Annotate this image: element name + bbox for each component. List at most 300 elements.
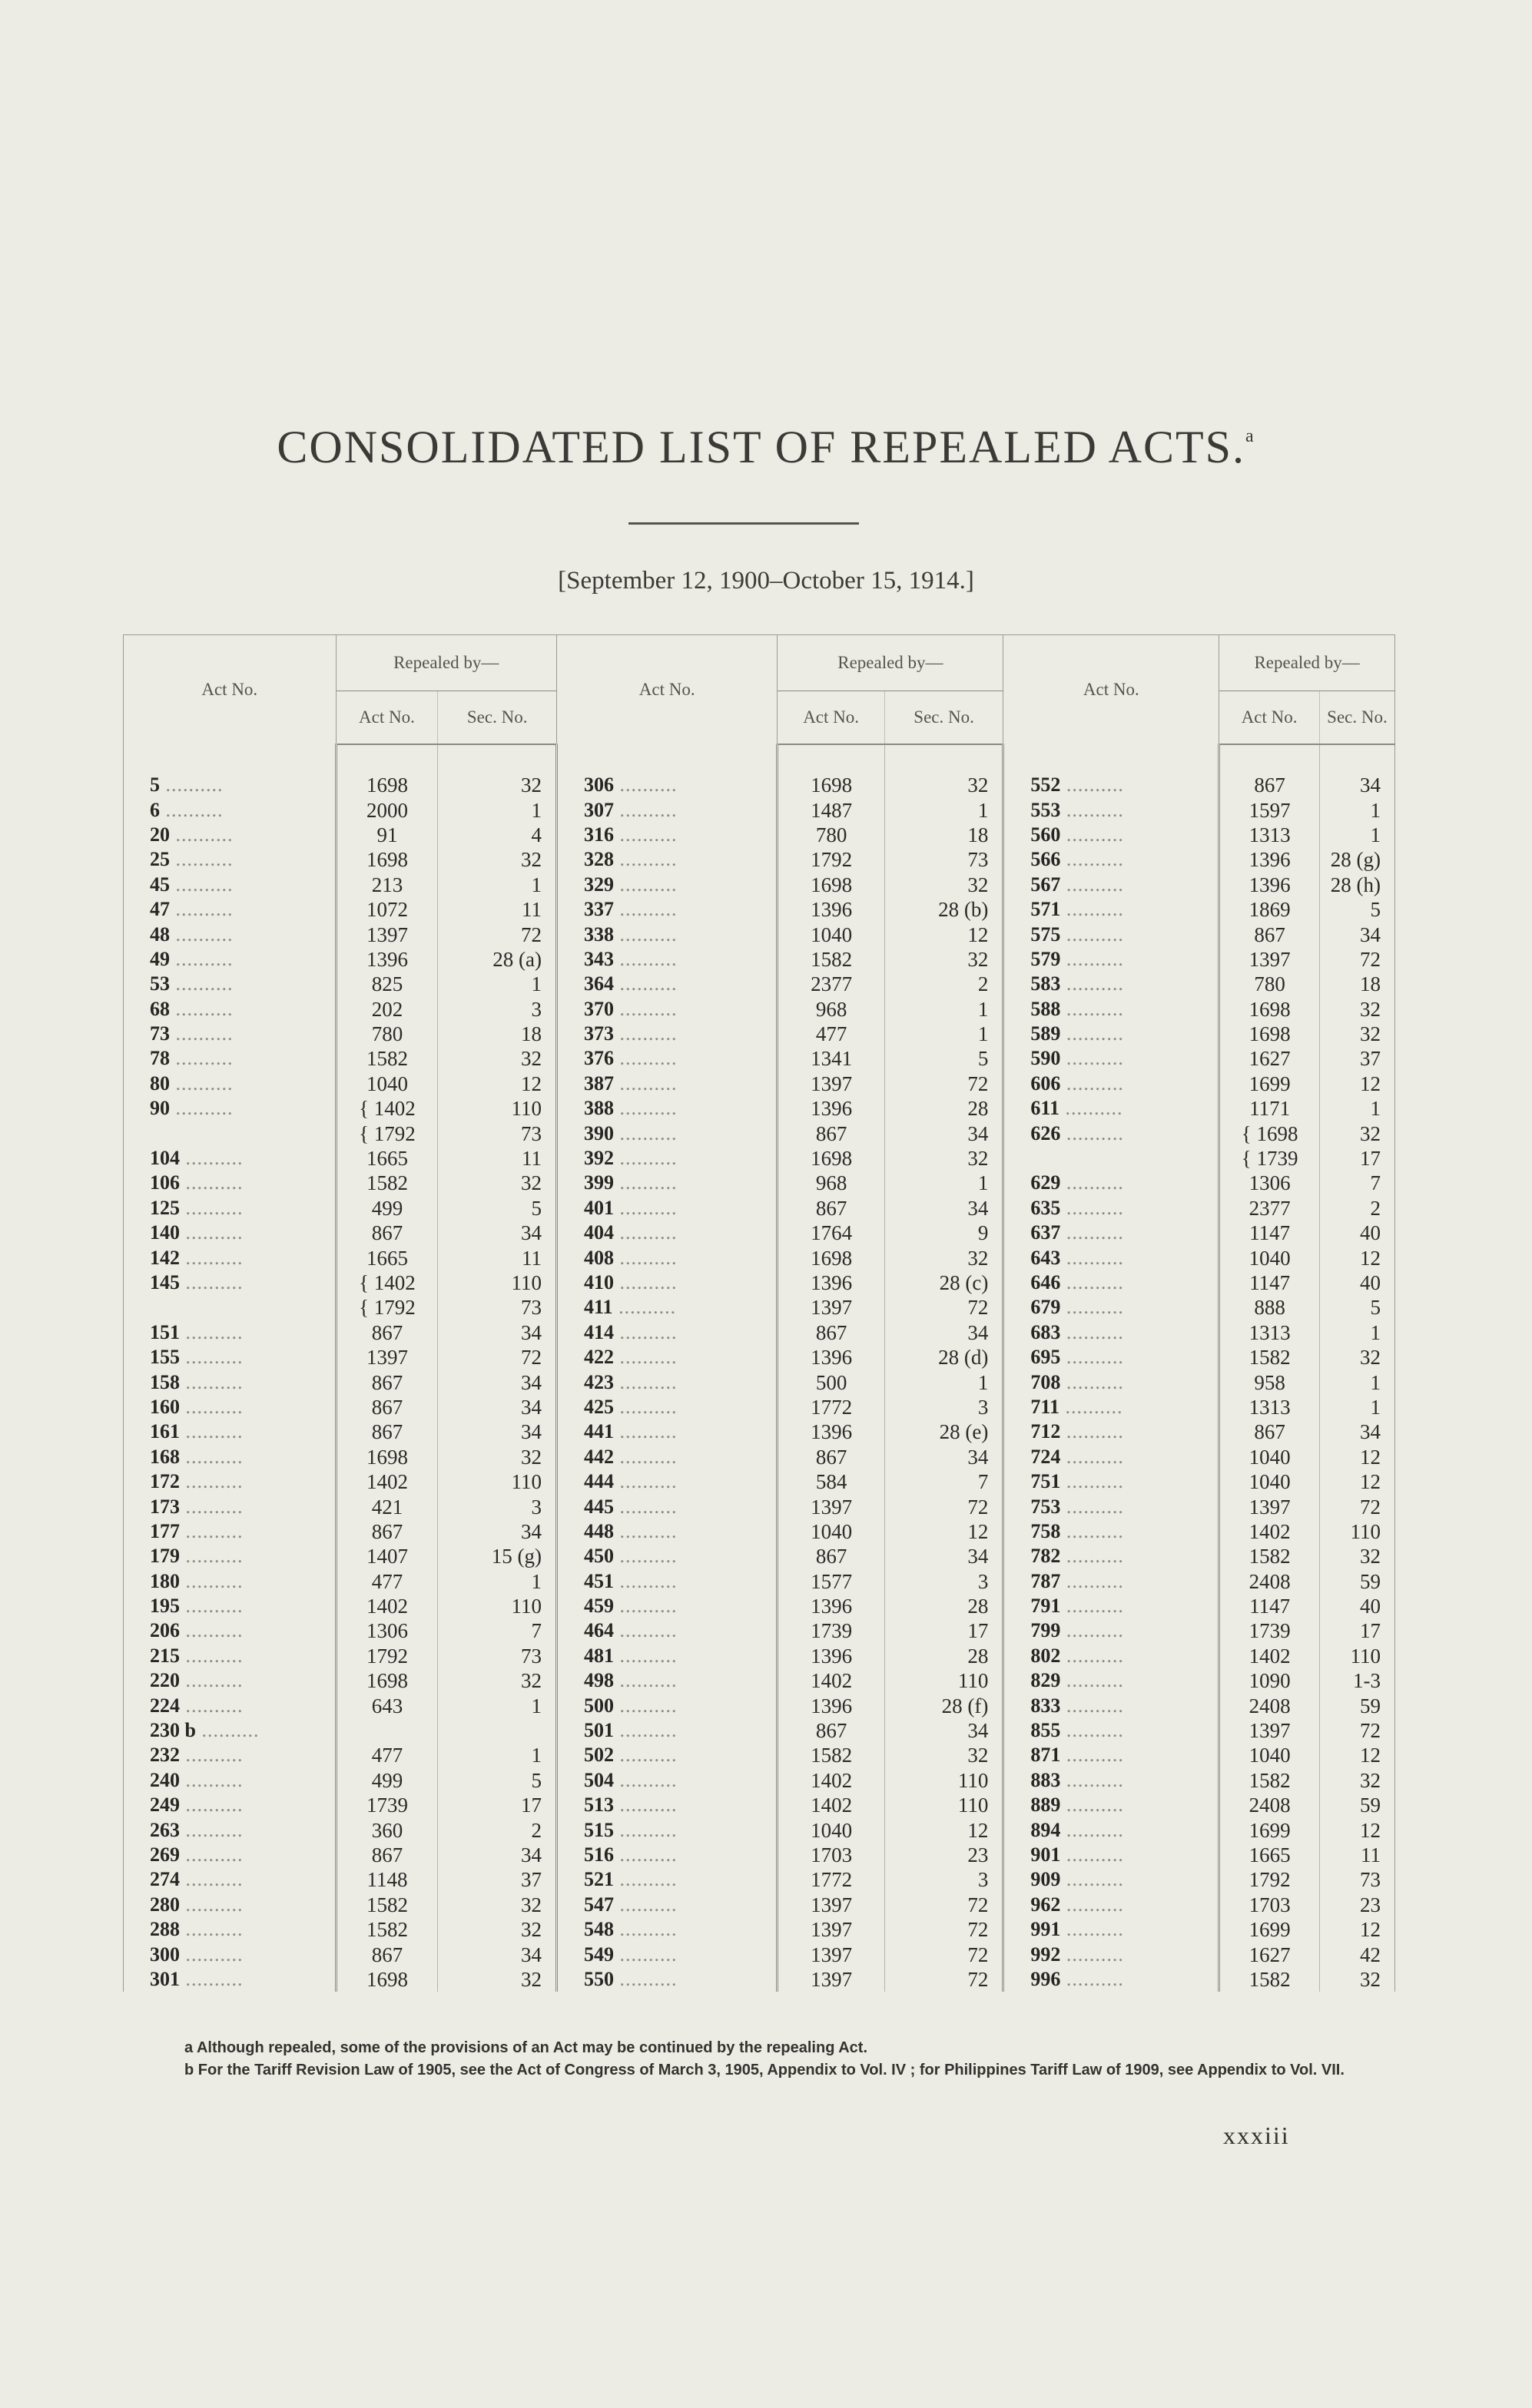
leader-dots: .......... — [180, 1744, 244, 1767]
section-number: 12 — [1319, 1445, 1394, 1469]
act-number-cell — [1003, 823, 1219, 847]
header-row-1 — [124, 635, 1395, 691]
section-number: 34 — [438, 1843, 557, 1867]
section-number: 18 — [1319, 972, 1394, 996]
act-number-cell — [124, 997, 337, 1022]
act-number: 643 — [1030, 1246, 1061, 1269]
section-number: 73 — [438, 1121, 557, 1145]
leader-dots: .......... — [613, 1196, 678, 1219]
repealing-act-number: 1402 — [1219, 1519, 1320, 1544]
act-number: 646 — [1030, 1271, 1061, 1293]
table-row — [124, 1469, 1395, 1494]
section-number: 12 — [1319, 1917, 1394, 1942]
act-number: 679 — [1030, 1296, 1061, 1319]
act-number-cell — [124, 1221, 337, 1245]
leader-dots: .......... — [170, 997, 234, 1020]
section-number: 1 — [1319, 823, 1394, 847]
act-number-cell — [124, 972, 337, 996]
act-number: 45 — [150, 873, 170, 896]
act-number: 451 — [583, 1569, 614, 1592]
repealing-act-number: 360 — [336, 1817, 438, 1842]
header-repealed-by-2: Repealed by— — [778, 635, 1003, 691]
section-number: 72 — [884, 1295, 1003, 1320]
repealing-act-number: 1402 — [778, 1793, 884, 1817]
repealing-act-number: 867 — [336, 1519, 438, 1544]
repealing-act-number: 1772 — [778, 1395, 884, 1419]
act-number-cell — [1003, 972, 1219, 996]
section-number: 28 — [884, 1594, 1003, 1618]
act-number-cell — [1003, 1320, 1219, 1345]
act-number-cell — [124, 1022, 337, 1046]
repealing-act-number: 2377 — [1219, 1196, 1320, 1221]
leader-dots: .......... — [180, 1495, 244, 1518]
leader-dots: .......... — [1060, 873, 1124, 896]
repealing-act-number: 1402 — [336, 1594, 438, 1618]
repealing-act-number: 1627 — [1219, 1046, 1320, 1071]
act-number-cell — [1003, 1618, 1219, 1643]
section-number: 2 — [438, 1817, 557, 1842]
act-number: 399 — [583, 1171, 614, 1194]
repealing-act-number: 1739 — [778, 1618, 884, 1643]
table-row — [124, 1893, 1395, 1917]
act-number-cell — [124, 1768, 337, 1793]
repealing-act-number: 1699 — [1219, 1072, 1320, 1096]
act-number: 871 — [1030, 1744, 1061, 1767]
leader-dots: .......... — [613, 1868, 678, 1891]
section-number: 72 — [884, 1494, 1003, 1519]
act-number-cell — [124, 1121, 337, 1145]
act-number-cell — [556, 1370, 777, 1394]
act-number-cell — [1003, 1569, 1219, 1594]
repealing-act-number: 1665 — [336, 1146, 438, 1171]
leader-dots: .......... — [613, 947, 678, 970]
repealing-act-number: 477 — [778, 1022, 884, 1046]
leader-dots: .......... — [613, 898, 678, 921]
leader-dots: .......... — [1060, 1246, 1124, 1269]
act-number: 20 — [150, 823, 170, 846]
act-number: 90 — [150, 1097, 170, 1120]
act-number-cell — [556, 1469, 777, 1494]
repealing-act-number: 1582 — [778, 947, 884, 972]
act-number-cell — [556, 1245, 777, 1270]
section-number: 32 — [1319, 1022, 1394, 1046]
section-number: 1 — [884, 1022, 1003, 1046]
repealing-act-number: 968 — [778, 1171, 884, 1195]
repealing-act-number: 1147 — [1219, 1270, 1320, 1295]
repealing-act-number: 1698 — [778, 1245, 884, 1270]
repealing-act-number: 2377 — [778, 972, 884, 996]
leader-dots: .......... — [1060, 1072, 1124, 1095]
leader-dots: .......... — [1060, 1768, 1124, 1791]
act-number: 500 — [583, 1694, 614, 1717]
act-number-cell — [1003, 1544, 1219, 1568]
repealing-act-number: 2408 — [1219, 1793, 1320, 1817]
act-number-cell — [124, 947, 337, 972]
leader-dots: .......... — [170, 922, 234, 946]
act-number: 751 — [1030, 1470, 1061, 1493]
section-number: 32 — [1319, 1544, 1394, 1568]
leader-dots: .......... — [180, 1644, 244, 1667]
leader-dots: .......... — [180, 1768, 244, 1791]
leader-dots: .......... — [180, 1619, 244, 1642]
leader-dots: .......... — [180, 1445, 244, 1468]
act-number: 515 — [583, 1818, 614, 1841]
act-number-cell — [556, 1718, 777, 1743]
section-number: 110 — [438, 1270, 557, 1295]
table-row — [124, 1544, 1395, 1568]
act-number-cell — [124, 1644, 337, 1668]
act-number: 442 — [583, 1445, 614, 1468]
repealing-act-number: 1396 — [336, 947, 438, 972]
act-number: 408 — [583, 1246, 614, 1269]
leader-dots: .......... — [613, 848, 678, 871]
section-number: 72 — [884, 1072, 1003, 1096]
section-number: 34 — [884, 1121, 1003, 1145]
act-number: 401 — [583, 1196, 614, 1219]
section-number: 32 — [884, 773, 1003, 797]
leader-dots: .......... — [1060, 947, 1124, 970]
date-range-subtitle: [September 12, 1900–October 15, 1914.] — [558, 567, 974, 595]
section-number: 110 — [884, 1793, 1003, 1817]
act-number: 300 — [150, 1943, 180, 1966]
section-number: 28 (g) — [1319, 847, 1394, 872]
table-row — [124, 1146, 1395, 1171]
repealing-act-number: 867 — [336, 1320, 438, 1345]
repealing-act-number: 477 — [336, 1569, 438, 1594]
repealing-act-number: 1040 — [778, 922, 884, 946]
act-number: 68 — [150, 997, 170, 1020]
act-number-cell — [124, 1817, 337, 1842]
section-number: 5 — [1319, 897, 1394, 922]
leader-dots: .......... — [1060, 1669, 1124, 1692]
act-number-cell — [1003, 1072, 1219, 1096]
section-number: 59 — [1319, 1693, 1394, 1717]
header-repealed-by-3: Repealed by— — [1219, 635, 1395, 691]
leader-dots: .......... — [613, 1072, 678, 1095]
section-number: 1 — [1319, 1395, 1394, 1419]
repealing-act-number: 958 — [1219, 1370, 1320, 1394]
section-number: 72 — [438, 922, 557, 946]
header-sub-act-no-1: Act No. — [336, 691, 438, 745]
act-number: 48 — [150, 922, 170, 946]
act-number-cell — [124, 1345, 337, 1370]
section-number: 32 — [1319, 1121, 1394, 1145]
act-number: 387 — [583, 1072, 614, 1095]
section-number: 59 — [1319, 1569, 1394, 1594]
section-number: 73 — [1319, 1867, 1394, 1892]
act-number: 410 — [583, 1271, 614, 1293]
table-row — [124, 1445, 1395, 1469]
act-number: 683 — [1030, 1320, 1061, 1343]
repealing-act-number: 1597 — [1219, 797, 1320, 822]
leader-dots: .......... — [1059, 1097, 1123, 1120]
act-number: 423 — [583, 1370, 614, 1393]
header-sec-no-3: Sec. No. — [1319, 691, 1394, 745]
act-number-cell — [1003, 1121, 1219, 1145]
repealing-act-number: 499 — [336, 1196, 438, 1221]
act-number-cell — [124, 1718, 337, 1743]
act-number-cell — [556, 1494, 777, 1519]
table-row — [124, 1668, 1395, 1693]
section-number: 72 — [1319, 1494, 1394, 1519]
section-number: 34 — [438, 1320, 557, 1345]
act-number-cell — [124, 1668, 337, 1693]
leader-dots: .......... — [180, 1967, 244, 1990]
act-number-cell — [124, 1270, 337, 1295]
section-number: 32 — [1319, 1345, 1394, 1370]
act-number-cell — [556, 1569, 777, 1594]
table-row — [124, 1046, 1395, 1071]
section-number: 11 — [438, 897, 557, 922]
section-number: 3 — [884, 1395, 1003, 1419]
leader-dots: .......... — [613, 1047, 678, 1070]
act-number: 695 — [1030, 1346, 1061, 1369]
section-number: 1 — [884, 797, 1003, 822]
section-number: 34 — [884, 1718, 1003, 1743]
repealing-act-number: 1397 — [336, 922, 438, 946]
repealing-act-number: 1147 — [1219, 1221, 1320, 1245]
repealing-act-number: 2408 — [1219, 1693, 1320, 1717]
act-number-cell — [124, 1245, 337, 1270]
act-number: 991 — [1030, 1918, 1061, 1941]
act-number-cell — [1003, 897, 1219, 922]
act-number: 269 — [150, 1843, 180, 1866]
section-number: 12 — [1319, 1817, 1394, 1842]
act-number-cell — [556, 997, 777, 1022]
act-number: 160 — [150, 1395, 180, 1418]
page-title — [0, 421, 1532, 474]
repealing-act-number: 867 — [336, 1843, 438, 1867]
section-number: 42 — [1319, 1942, 1394, 1966]
repealing-act-number: 584 — [778, 1469, 884, 1494]
act-number-cell — [556, 1644, 777, 1668]
leader-dots: .......... — [1060, 1296, 1124, 1319]
act-number-cell — [556, 1967, 777, 1992]
act-number: 549 — [583, 1943, 614, 1966]
section-number: 32 — [884, 1146, 1003, 1171]
repealing-act-number: 1313 — [1219, 823, 1320, 847]
section-number: 110 — [438, 1594, 557, 1618]
table-row — [124, 1419, 1395, 1444]
repealing-act-number: 1582 — [1219, 1345, 1320, 1370]
act-number-cell — [124, 1843, 337, 1867]
act-number-cell — [556, 1544, 777, 1568]
act-number: 553 — [1030, 798, 1061, 821]
section-number: 34 — [438, 1419, 557, 1444]
act-number: 552 — [1030, 773, 1061, 797]
act-number-cell — [556, 1693, 777, 1717]
act-number: 758 — [1030, 1519, 1061, 1542]
act-number: 550 — [583, 1967, 614, 1990]
repealing-act-number: 1487 — [778, 797, 884, 822]
repealing-act-number: 1313 — [1219, 1320, 1320, 1345]
leader-dots: .......... — [180, 1545, 244, 1568]
section-number: 7 — [1319, 1171, 1394, 1195]
act-number-cell — [556, 1320, 777, 1345]
table-row — [124, 1245, 1395, 1270]
leader-dots: .......... — [1060, 972, 1124, 995]
header-act-no-3: Act No. — [1003, 635, 1219, 745]
act-number-cell — [556, 1594, 777, 1618]
repealing-act-number: 780 — [336, 1022, 438, 1046]
repealing-act-number: 968 — [778, 997, 884, 1022]
section-number: 1 — [438, 972, 557, 996]
table-body — [124, 744, 1395, 1992]
repealing-act-number: 1698 — [336, 1445, 438, 1469]
repealing-act-number: 643 — [336, 1693, 438, 1717]
leader-dots: .......... — [1060, 1694, 1124, 1717]
repealing-act-number: 1306 — [336, 1618, 438, 1643]
leader-dots: .......... — [180, 1271, 244, 1293]
act-number: 611 — [1030, 1097, 1059, 1120]
act-number-cell — [1003, 1221, 1219, 1245]
section-number: 34 — [1319, 773, 1394, 797]
table-row — [124, 1196, 1395, 1221]
act-number-cell — [556, 1072, 777, 1096]
section-number: 18 — [438, 1022, 557, 1046]
act-number-cell — [124, 1867, 337, 1892]
repealing-act-number: 1698 — [336, 1668, 438, 1693]
act-number: 78 — [150, 1047, 170, 1070]
leader-dots: .......... — [1060, 1545, 1124, 1568]
leader-dots: .......... — [170, 823, 234, 846]
act-number: 855 — [1030, 1719, 1061, 1742]
act-number: 240 — [150, 1768, 180, 1791]
leader-dots: .......... — [613, 1171, 678, 1194]
section-number: 1-3 — [1319, 1668, 1394, 1693]
act-number: 263 — [150, 1818, 180, 1841]
repealing-act-number: 1582 — [1219, 1967, 1320, 1992]
act-number: 802 — [1030, 1644, 1061, 1667]
section-number: 28 (b) — [884, 897, 1003, 922]
leader-dots: .......... — [180, 1171, 244, 1194]
repealing-act-number: 1148 — [336, 1867, 438, 1892]
repealing-act-number: 1703 — [1219, 1893, 1320, 1917]
leader-dots: .......... — [613, 1818, 678, 1841]
leader-dots: .......... — [1060, 1918, 1124, 1941]
act-number: 155 — [150, 1346, 180, 1369]
act-number-cell — [1003, 1419, 1219, 1444]
repealing-act-number: 1040 — [1219, 1245, 1320, 1270]
repealing-act-number: 1402 — [778, 1668, 884, 1693]
act-number: 571 — [1030, 898, 1061, 921]
act-number: 104 — [150, 1147, 180, 1170]
act-number-cell — [1003, 1519, 1219, 1544]
section-number: 15 (g) — [438, 1544, 557, 1568]
section-number: 1 — [884, 1171, 1003, 1195]
section-number: 40 — [1319, 1221, 1394, 1245]
repealing-act-number: 1699 — [1219, 1917, 1320, 1942]
act-number-cell — [1003, 1594, 1219, 1618]
footnote-a: a Although repealed, some of the provisions of an Act may be continued by the repealing Act. — [184, 2039, 868, 2056]
section-number: 110 — [438, 1469, 557, 1494]
leader-dots: .......... — [170, 1022, 234, 1045]
repealing-act-number: 1040 — [778, 1519, 884, 1544]
act-number-cell — [556, 1171, 777, 1195]
leader-dots: .......... — [160, 773, 224, 797]
section-number: 32 — [884, 873, 1003, 897]
repealing-act-number: 867 — [336, 1942, 438, 1966]
repealing-act-number: 1397 — [778, 1942, 884, 1966]
leader-dots: .......... — [613, 1569, 678, 1592]
leader-dots: .......... — [1060, 1943, 1124, 1966]
section-number: 32 — [438, 1893, 557, 1917]
page-number: xxxiii — [1223, 2121, 1290, 2149]
act-number-cell — [1003, 1668, 1219, 1693]
spacer-row — [124, 744, 1395, 773]
act-number-cell — [1003, 1022, 1219, 1046]
leader-dots: .......... — [613, 1147, 678, 1170]
table-row — [124, 1718, 1395, 1743]
section-number: 34 — [884, 1196, 1003, 1221]
act-number-cell — [556, 1221, 777, 1245]
act-number-cell — [124, 1072, 337, 1096]
leader-dots: .......... — [613, 773, 678, 797]
leader-dots: .......... — [1060, 1569, 1124, 1592]
act-number: 168 — [150, 1445, 180, 1468]
leader-dots: .......... — [1060, 922, 1124, 946]
repealing-act-number: 1313 — [1219, 1395, 1320, 1419]
table-row — [124, 1370, 1395, 1394]
section-number: 1 — [438, 1693, 557, 1717]
section-number: 12 — [1319, 1245, 1394, 1270]
section-number: 32 — [884, 1245, 1003, 1270]
act-number-cell — [124, 1096, 337, 1121]
leader-dots: .......... — [613, 1967, 678, 1990]
leader-dots: .......... — [613, 1495, 678, 1518]
leader-dots: .......... — [613, 1022, 678, 1045]
repealing-act-number: 1407 — [336, 1544, 438, 1568]
table-row — [124, 1594, 1395, 1618]
act-number: 301 — [150, 1967, 180, 1990]
leader-dots: .......... — [1060, 1519, 1124, 1542]
section-number: 28 (d) — [884, 1345, 1003, 1370]
leader-dots: .......... — [1060, 1470, 1124, 1493]
title-text: CONSOLIDATED LIST OF REPEALED ACTS. — [277, 422, 1245, 472]
section-number — [438, 1718, 557, 1743]
act-number-cell — [1003, 947, 1219, 972]
act-number-cell — [124, 1893, 337, 1917]
leader-dots: .......... — [180, 1320, 244, 1343]
leader-dots: .......... — [613, 1918, 678, 1941]
act-number: 464 — [583, 1619, 614, 1642]
repealing-act-number: 888 — [1219, 1295, 1320, 1320]
leader-dots: .......... — [613, 1221, 678, 1244]
section-number: 28 (c) — [884, 1270, 1003, 1295]
act-number: 161 — [150, 1420, 180, 1443]
section-number: 7 — [438, 1618, 557, 1643]
act-number-cell — [124, 1967, 337, 1992]
act-number-cell — [124, 1046, 337, 1071]
section-number: 12 — [884, 922, 1003, 946]
act-number: 390 — [583, 1121, 614, 1144]
table-row — [124, 1793, 1395, 1817]
repealing-act-number: 1698 — [778, 873, 884, 897]
leader-dots: .......... — [180, 1818, 244, 1841]
leader-dots: .......... — [180, 1694, 244, 1717]
leader-dots: .......... — [1060, 1346, 1124, 1369]
act-number: 992 — [1030, 1943, 1061, 1966]
leader-dots: .......... — [1060, 1445, 1124, 1468]
act-number: 799 — [1030, 1619, 1061, 1642]
leader-dots: .......... — [1059, 1395, 1123, 1418]
section-number: 28 — [884, 1644, 1003, 1668]
act-number: 106 — [150, 1171, 180, 1194]
table-row — [124, 1867, 1395, 1892]
leader-dots: .......... — [180, 1196, 244, 1219]
section-number: 3 — [438, 1494, 557, 1519]
act-number: 753 — [1030, 1495, 1061, 1518]
